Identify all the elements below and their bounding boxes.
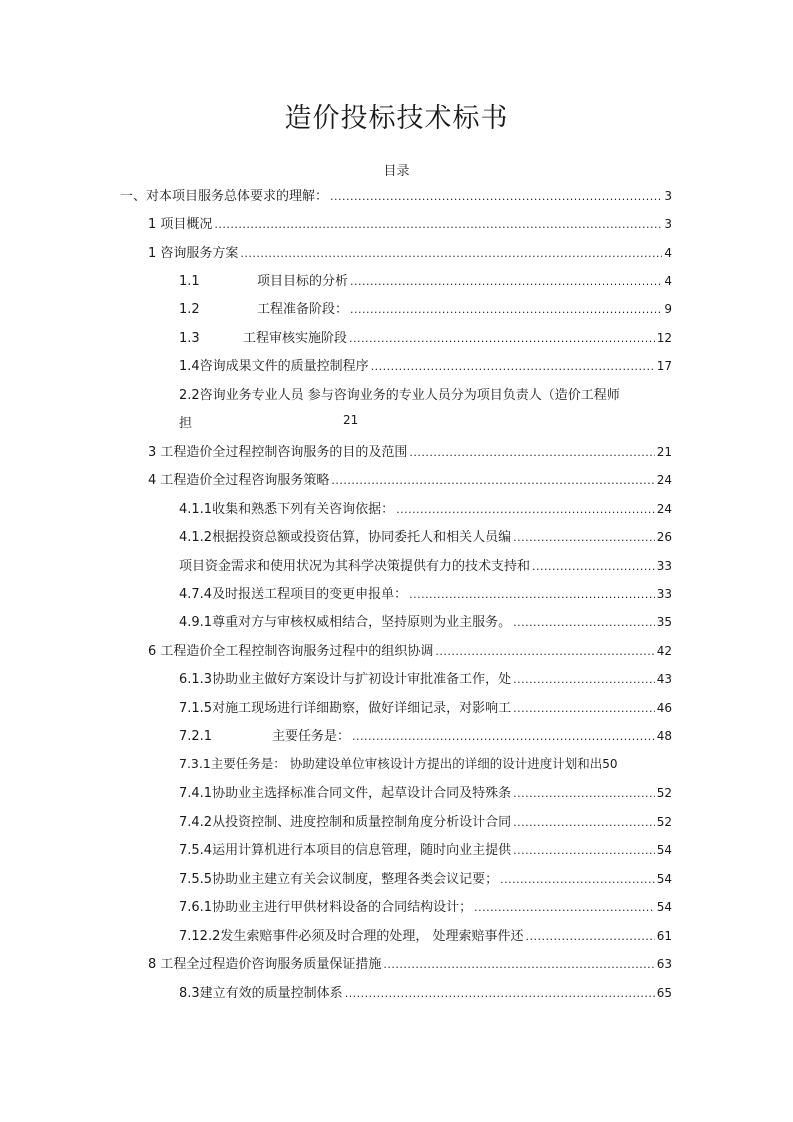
toc-leader-dots (532, 560, 655, 573)
toc-entry-text: 1.4咨询成果文件的质量控制程序 (179, 359, 369, 374)
toc-leader-dots (513, 673, 655, 686)
toc-entry-page: 52 (656, 815, 672, 829)
toc-leader-dots (435, 645, 654, 658)
toc-entry[interactable] (179, 355, 672, 374)
toc-entry[interactable] (179, 868, 672, 887)
toc-entry-text: 7.5.5协助业主建立有关会议制度，整理各类会议记要； (179, 872, 499, 887)
toc-entry-text: 工程审核实施阶段 (243, 331, 348, 346)
document-title: 造价投标技术标书 (284, 103, 509, 134)
toc-entry-text: 6 工程造价全工程控制咨询服务过程中的组织协调 (148, 644, 434, 659)
toc-leader-dots (349, 332, 655, 345)
toc-entry-page: 46 (656, 701, 672, 715)
toc-entry-page: 12 (656, 331, 672, 345)
toc-entry-text: 项目目标的分析 (257, 274, 349, 289)
toc-leader-dots (513, 616, 655, 629)
toc-entry-text: 7.6.1协助业主进行甲供材料设备的合同结构设计； (179, 900, 473, 915)
toc-entry-text: 4.1.1收集和熟悉下列有关咨询依据： (179, 502, 395, 517)
toc-leader-dots (240, 247, 662, 260)
toc-entry[interactable] (179, 611, 672, 630)
toc-entry-text: 主要任务是： (272, 729, 351, 744)
toc-entry[interactable] (179, 839, 672, 858)
toc-entry-page: 63 (656, 957, 672, 971)
toc-entry[interactable] (148, 953, 672, 972)
toc-entry[interactable] (179, 725, 672, 744)
toc-entry-page: 50 (602, 757, 618, 771)
toc-entry-number: 1.3 (179, 331, 200, 346)
toc-entry-page: 54 (656, 843, 672, 857)
toc-entry[interactable] (179, 782, 672, 801)
toc-entry-text: 4.7.4及时报送工程项目的变更申报单： (179, 587, 408, 602)
toc-entry-page: 52 (656, 786, 672, 800)
toc-entry-page: 24 (656, 502, 672, 516)
toc-leader-dots (350, 303, 662, 316)
toc-leader-dots (513, 787, 655, 800)
toc-entry-text: 7.5.4运用计算机进行本项目的信息管理，随时向业主提供 (179, 843, 512, 858)
toc-entry[interactable] (120, 185, 672, 204)
toc-leader-dots (383, 958, 654, 971)
toc-leader-dots (409, 588, 655, 601)
toc-entry[interactable] (179, 526, 672, 545)
toc-entry[interactable] (179, 925, 672, 944)
toc-entry-page: 21 (656, 445, 672, 459)
toc-leader-dots (525, 930, 654, 943)
toc-leader-dots (350, 275, 662, 288)
toc-entry-text: 1 项目概况 (148, 217, 213, 232)
toc-entry[interactable] (179, 555, 672, 574)
toc-entry-page: 33 (656, 587, 672, 601)
toc-leader-dots (513, 702, 655, 715)
toc-entry-text: 1 咨询服务方案 (148, 246, 239, 261)
toc-entry-number: 1.1 (179, 274, 200, 289)
toc-entry-text: 7.4.1协助业主选择标准合同文件，起草设计合同及特殊条 (179, 786, 512, 801)
toc-leader-dots (513, 816, 655, 829)
toc-entry[interactable] (148, 469, 672, 488)
toc-entry-page: 54 (656, 872, 672, 886)
toc-entry-page: 17 (656, 359, 672, 373)
toc-entry[interactable] (179, 298, 672, 317)
toc-entry-page: 35 (656, 615, 672, 629)
toc-leader-dots (345, 987, 655, 1000)
toc-entry[interactable] (179, 583, 672, 602)
toc-leader-dots (371, 360, 655, 373)
toc-leader-dots (331, 474, 654, 487)
toc-entry-text: 6.1.3协助业主做好方案设计与扩初设计审批准备工作，处 (179, 672, 512, 687)
toc-leader-dots (352, 730, 655, 743)
toc-entry[interactable] (179, 754, 681, 772)
toc-entry-page: 26 (656, 530, 672, 544)
toc-entry-page: 24 (656, 473, 672, 487)
toc-entry[interactable] (148, 213, 672, 232)
toc-entry-page: 33 (656, 559, 672, 573)
toc-leader-dots (513, 531, 655, 544)
toc-entry[interactable] (179, 498, 672, 517)
toc-entry-page: 21 (343, 413, 359, 427)
toc-entry[interactable] (148, 640, 672, 659)
toc-entry-page: 42 (656, 644, 672, 658)
toc-entry[interactable] (179, 327, 672, 346)
toc-entry-text: 8 工程全过程造价咨询服务质量保证措施 (148, 957, 382, 972)
toc-entry-text: 3 工程造价全过程控制咨询服务的目的及范围 (148, 445, 408, 460)
toc-entry[interactable] (148, 242, 672, 261)
toc-entry[interactable] (179, 896, 672, 915)
toc-leader-dots (214, 218, 662, 231)
toc-leader-dots (513, 844, 655, 857)
toc-entry[interactable] (148, 441, 672, 460)
toc-entry-page: 65 (656, 986, 672, 1000)
toc-entry-page: 4 (664, 274, 672, 288)
toc-entry-page: 48 (656, 729, 672, 743)
toc-entry-text: 一、对本项目服务总体要求的理解： (120, 189, 329, 204)
toc-leader-dots (396, 503, 655, 516)
toc-entry-number: 7.2.1 (179, 729, 213, 744)
toc-entry-text: 项目资金需求和使用状况为其科学决策提供有力的技术支持和 (179, 559, 531, 574)
toc-entry-number: 1.2 (179, 302, 200, 317)
toc-entry-page: 61 (656, 929, 672, 943)
toc-leader-dots (330, 190, 662, 203)
toc-entry[interactable] (179, 811, 672, 830)
toc-entry-text[interactable]: 2.2咨询业务专业人员 参与咨询业务的专业人员分为项目负责人（造价工程师 (179, 388, 620, 403)
toc-entry[interactable] (179, 697, 672, 716)
toc-heading: 目录 (383, 164, 410, 179)
toc-entry[interactable] (179, 668, 672, 687)
toc-entry-page: 54 (656, 900, 672, 914)
toc-leader-dots (500, 873, 655, 886)
toc-entry-text: 7.4.2从投资控制、进度控制和质量控制角度分析设计合同 (179, 815, 512, 830)
toc-entry-page: 3 (664, 189, 672, 203)
toc-entry-page: 43 (656, 672, 672, 686)
toc-entry-text: 7.1.5对施工现场进行详细勘察，做好详细记录，对影响工 (179, 701, 512, 716)
toc-entry[interactable] (179, 270, 672, 289)
toc-entry-page: 3 (664, 217, 672, 231)
toc-entry-text: 8.3建立有效的质量控制体系 (179, 986, 343, 1001)
toc-entry-text: 工程准备阶段： (257, 302, 349, 317)
toc-entry-text: 4 工程造价全过程咨询服务策略 (148, 473, 330, 488)
toc-entry-page: 4 (664, 246, 672, 260)
toc-entry-text: 7.3.1主要任务是： 协助建设单位审核设计方提出的详细的设计进度计划和出 (179, 756, 603, 771)
toc-leader-dots (474, 901, 655, 914)
toc-entry-text: 4.9.1尊重对方与审核权威相结合，坚持原则为业主服务。 (179, 615, 512, 630)
toc-entry[interactable] (179, 982, 672, 1001)
toc-entry-page: 9 (664, 302, 672, 316)
toc-entry-text-continued: 担 (179, 416, 193, 431)
toc-entry-text: 4.1.2根据投资总额或投资估算，协同委托人和相关人员编 (179, 530, 512, 545)
toc-entry-text: 7.12.2发生索赔事件必须及时合理的处理， 处理索赔事件还 (179, 929, 524, 944)
toc-leader-dots (409, 446, 654, 459)
